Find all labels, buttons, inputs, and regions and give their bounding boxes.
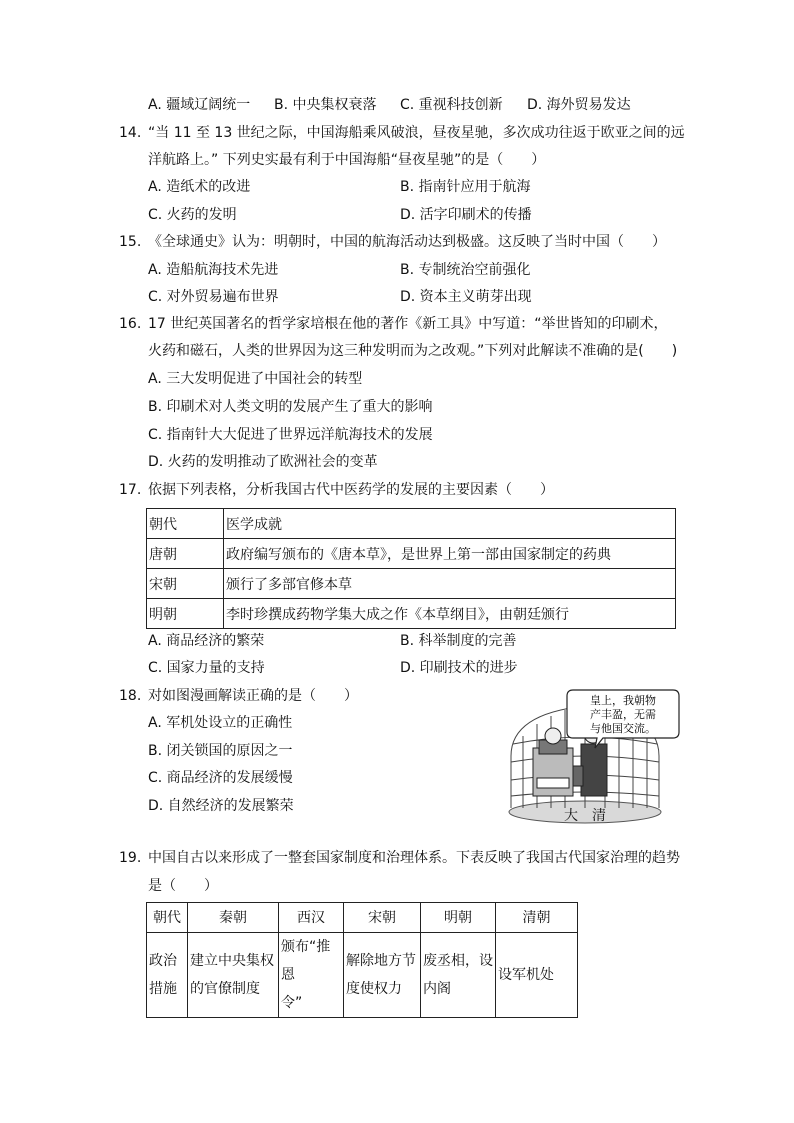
q15-stem: 《全球通史》认为：明朝时，中国的航海活动达到极盛。这反映了当时中国（ ） — [148, 234, 666, 250]
table-cell — [279, 933, 344, 1018]
table-row — [147, 509, 676, 539]
table-header-cell: 明朝 — [421, 903, 496, 933]
table-cell: 医学成就 — [224, 509, 676, 539]
row-label-line: 措施 — [149, 981, 177, 997]
q17-option-b: B. 科举制度的完善 — [400, 633, 517, 649]
q18-number: 18. — [119, 688, 142, 704]
table-cell — [496, 933, 578, 1018]
q19-number: 19. — [119, 850, 142, 866]
table-row — [147, 933, 578, 1018]
q19-table — [146, 902, 578, 1018]
cell-line: 废丞相，设 — [423, 953, 493, 969]
q16-option-c: C. 指南针大大促进了世界远洋航海技术的发展 — [148, 427, 433, 443]
row-label-line: 政治 — [149, 953, 177, 969]
q19-stem-line1: 中国自古以来形成了一整套国家制度和治理体系。下表反映了我国古代国家治理的趋势 — [148, 850, 680, 866]
table-header-cell: 秦朝 — [188, 903, 279, 933]
q15-number: 15. — [119, 234, 142, 250]
cell-line: 建立中央集权 — [190, 953, 274, 969]
table-cell: 明朝 — [147, 599, 224, 629]
q16-number: 16. — [119, 316, 142, 332]
q14-option-c: C. 火药的发明 — [148, 207, 237, 223]
bubble-line-2: 产丰盈，无需 — [590, 708, 656, 721]
cell-line: 颁布“推恩 — [281, 939, 331, 983]
q15-option-d: D. 资本主义萌芽出现 — [400, 289, 532, 305]
table-header-cell: 清朝 — [496, 903, 578, 933]
table-row — [147, 903, 578, 933]
q19-stem-line2: 是（ ） — [148, 878, 218, 894]
q15-option-a: A. 造船航海技术先进 — [148, 262, 279, 278]
q13-option-c: C. 重视科技创新 — [400, 97, 503, 113]
q17-option-c: C. 国家力量的支持 — [148, 660, 265, 676]
bubble-line-1: 皇上，我朝物 — [590, 694, 656, 707]
table-header-cell: 西汉 — [279, 903, 344, 933]
q17-table — [146, 508, 676, 629]
table-row — [147, 569, 676, 599]
q14-option-b: B. 指南针应用于航海 — [400, 179, 531, 195]
q14-stem-line1: “当 11 至 13 世纪之际，中国海船乘风破浪，昼夜星驰，多次成功往返于欧亚之间的远 — [148, 125, 685, 141]
table-cell: 唐朝 — [147, 539, 224, 569]
q17-option-a: A. 商品经济的繁荣 — [148, 633, 265, 649]
table-cell: 宋朝 — [147, 569, 224, 599]
q14-option-d: D. 活字印刷术的传播 — [400, 207, 532, 223]
cell-line: 令” — [281, 995, 303, 1011]
q16-option-b: B. 印刷术对人类文明的发展产生了重大的影响 — [148, 399, 433, 415]
q16-option-d: D. 火药的发明推动了欧洲社会的变革 — [148, 454, 378, 470]
q18-option-a: A. 军机处设立的正确性 — [148, 715, 293, 731]
q13-option-b: B. 中央集权衰落 — [274, 97, 377, 113]
q16-stem-line2: 火药和磁石，人类的世界因为这三种发明而为之改观。”下列对此解读不准确的是( ) — [148, 343, 678, 359]
q18-stem: 对如图漫画解读正确的是（ ） — [148, 688, 358, 704]
q18-option-c: C. 商品经济的发展缓慢 — [148, 770, 293, 786]
table-cell — [421, 933, 496, 1018]
table-cell: 李时珍撰成药物学集大成之作《本草纲目》，由朝廷颁行 — [224, 599, 676, 629]
cell-line: 度使权力 — [346, 981, 402, 997]
table-cell: 政府编写颁布的《唐本草》，是世界上第一部由国家制定的药典 — [224, 539, 676, 569]
cell-line: 解除地方节 — [346, 953, 416, 969]
q18-option-d: D. 自然经济的发展繁荣 — [148, 798, 294, 814]
q17-option-d: D. 印刷技术的进步 — [400, 660, 518, 676]
table-row-label — [147, 933, 188, 1018]
cell-line: 的官僚制度 — [190, 981, 260, 997]
table-row — [147, 599, 676, 629]
q14-stem-line2: 洋航路上。” 下列史实最有利于中国海船“昼夜星驰”的是（ ） — [148, 152, 546, 168]
q18-option-b: B. 闭关锁国的原因之一 — [148, 743, 293, 759]
table-cell — [188, 933, 279, 1018]
table-row — [147, 539, 676, 569]
q17-number: 17. — [119, 482, 142, 498]
q15-option-c: C. 对外贸易遍布世界 — [148, 289, 279, 305]
q13-option-a: A. 疆域辽阔统一 — [148, 97, 251, 113]
q17-stem: 依据下列表格，分析我国古代中医药学的发展的主要因素（ ） — [148, 482, 554, 498]
emperor-figure-icon — [533, 728, 573, 796]
q14-number: 14. — [119, 125, 142, 141]
q13-option-d: D. 海外贸易发达 — [527, 97, 631, 113]
q14-option-a: A. 造纸术的改进 — [148, 179, 251, 195]
table-header-cell: 宋朝 — [344, 903, 421, 933]
table-cell: 颁行了多部官修本草 — [224, 569, 676, 599]
cell-line: 内阁 — [423, 981, 451, 997]
cell-line: 设军机处 — [498, 967, 554, 983]
table-cell: 朝代 — [147, 509, 224, 539]
bubble-line-3: 与他国交流。 — [590, 722, 656, 735]
q16-option-a: A. 三大发明促进了中国社会的转型 — [148, 371, 363, 387]
q18-cartoon — [503, 686, 681, 824]
q16-stem-line1: 17 世纪英国著名的哲学家培根在他的著作《新工具》中写道：“举世皆知的印刷术， — [148, 316, 668, 332]
table-cell — [344, 933, 421, 1018]
table-header-cell: 朝代 — [147, 903, 188, 933]
cartoon-caption: 大 清 — [564, 808, 606, 824]
q15-option-b: B. 专制统治空前强化 — [400, 262, 531, 278]
